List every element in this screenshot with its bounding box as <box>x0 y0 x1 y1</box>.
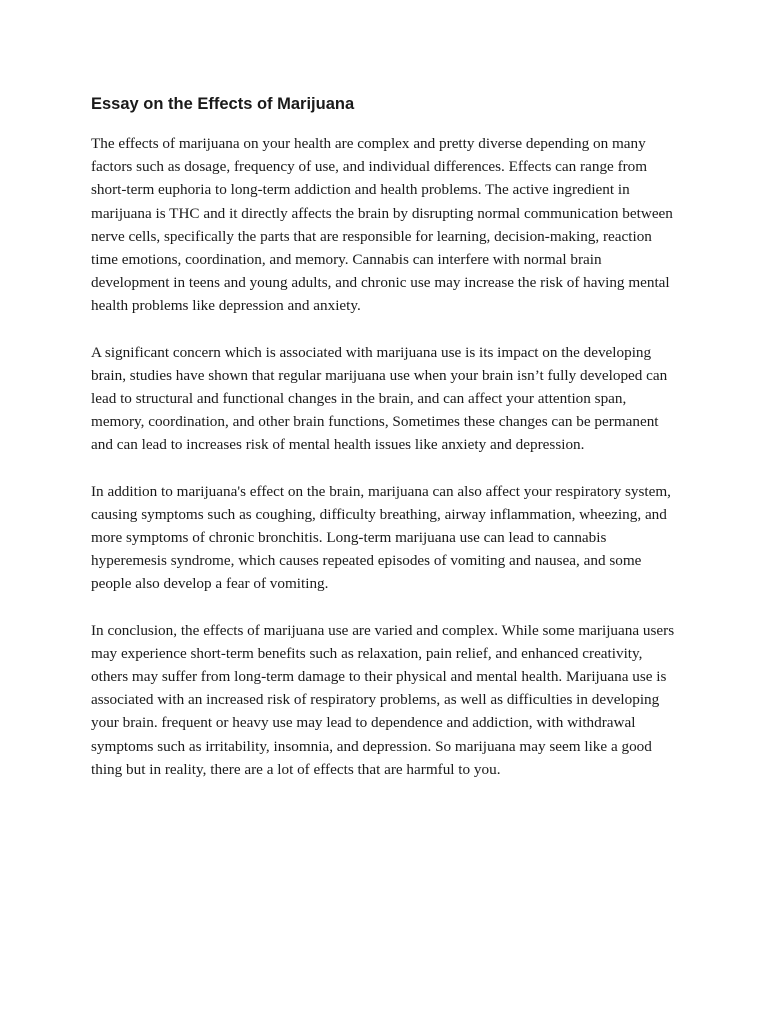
paragraph-2: A significant concern which is associated with marijuana use is its impact on the developing brain, studies have shown that regular marijuana use when your brain isn’t fully developed can lead to structural and functional changes in the brain, and can affect your attention span, memory, coordination, and other brain functions, Sometimes these changes can be permanent and can lead to increases risk of mental health issues like anxiety and depression. <box>91 343 668 454</box>
paragraph-1: The effects of marijuana on your health are complex and pretty diverse depending on many factors such as dosage, frequency of use, and individual differences. Effects can range from short-term euphoria to long-term addiction and health problems. The active ingredient in marijuana is THC and it directly affects the brain by disrupting normal communication between nerve cells, specifically the parts that are responsible for learning, decision-making, reaction time emotions, coordination, and memory. Cannabis can interfere with normal brain development in teens and young adults, and chronic use may increase the risk of having mental health problems like depression and anxiety. <box>91 135 673 315</box>
document-body <box>91 94 677 781</box>
paragraph-3: In addition to marijuana's effect on the brain, marijuana can also affect your respiratory system, causing symptoms such as coughing, difficulty breathing, airway inflammation, wheezing, and more symptoms of chronic bronchitis. Long-term marijuana use can lead to cannabis hyperemesis syndrome, which causes repeated episodes of vomiting and nausea, and some people also develop a fear of vomiting. <box>91 482 671 593</box>
paragraph-4: In conclusion, the effects of marijuana use are varied and complex. While some marijuana users may experience short-term benefits such as relaxation, pain relief, and enhanced creativity, others may suffer from long-term damage to their physical and mental health. Marijuana use is associated with an increased risk of respiratory problems, as well as difficulties in developing your brain. frequent or heavy use may lead to dependence and addiction, with withdrawal symptoms such as irritability, insomnia, and depression. So marijuana may seem like a good thing but in reality, there are a lot of effects that are harmful to you. <box>91 621 675 778</box>
document-title: Essay on the Effects of Marijuana <box>91 95 355 113</box>
